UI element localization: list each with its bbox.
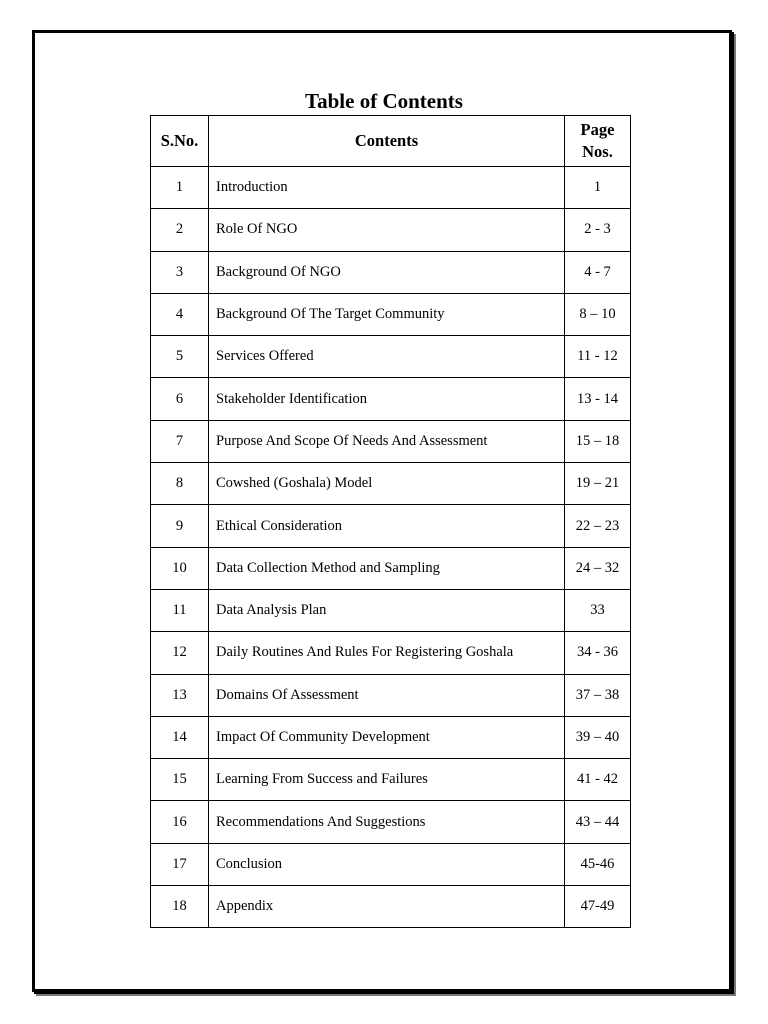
row-pages: 24 – 32 [565, 547, 631, 589]
row-title: Impact Of Community Development [209, 716, 565, 758]
toc-body [151, 167, 631, 928]
row-sno: 2 [151, 209, 209, 251]
row-pages: 19 – 21 [565, 463, 631, 505]
row-pages: 15 – 18 [565, 420, 631, 462]
header-sno: S.No. [151, 116, 209, 167]
row-title: Services Offered [209, 336, 565, 378]
row-pages: 11 - 12 [565, 336, 631, 378]
table-row [151, 167, 631, 209]
row-pages: 45-46 [565, 843, 631, 885]
row-sno: 15 [151, 759, 209, 801]
header-page-nos [565, 116, 631, 167]
row-title: Data Collection Method and Sampling [209, 547, 565, 589]
row-title: Purpose And Scope Of Needs And Assessment [209, 420, 565, 462]
row-pages: 8 – 10 [565, 293, 631, 335]
table-row [151, 378, 631, 420]
row-sno: 17 [151, 843, 209, 885]
row-title: Background Of The Target Community [209, 293, 565, 335]
row-sno: 13 [151, 674, 209, 716]
row-title: Stakeholder Identification [209, 378, 565, 420]
row-title: Learning From Success and Failures [209, 759, 565, 801]
row-title: Introduction [209, 167, 565, 209]
row-sno: 12 [151, 632, 209, 674]
row-title: Appendix [209, 886, 565, 928]
row-pages: 47-49 [565, 886, 631, 928]
row-pages: 22 – 23 [565, 505, 631, 547]
row-pages: 13 - 14 [565, 378, 631, 420]
table-row [151, 759, 631, 801]
row-sno: 3 [151, 251, 209, 293]
header-page-nos-label: Page Nos. [580, 120, 615, 161]
row-pages: 37 – 38 [565, 674, 631, 716]
row-pages: 43 – 44 [565, 801, 631, 843]
row-title: Cowshed (Goshala) Model [209, 463, 565, 505]
row-title: Background Of NGO [209, 251, 565, 293]
row-title: Role Of NGO [209, 209, 565, 251]
row-sno: 16 [151, 801, 209, 843]
table-row [151, 716, 631, 758]
row-sno: 8 [151, 463, 209, 505]
row-sno: 5 [151, 336, 209, 378]
table-row [151, 463, 631, 505]
table-row [151, 801, 631, 843]
row-sno: 6 [151, 378, 209, 420]
toc-table [150, 115, 631, 928]
table-row [151, 632, 631, 674]
row-sno: 7 [151, 420, 209, 462]
row-pages: 2 - 3 [565, 209, 631, 251]
row-sno: 14 [151, 716, 209, 758]
table-row [151, 505, 631, 547]
row-sno: 18 [151, 886, 209, 928]
table-row [151, 547, 631, 589]
table-header-row [151, 116, 631, 167]
row-pages: 41 - 42 [565, 759, 631, 801]
row-pages: 34 - 36 [565, 632, 631, 674]
row-sno: 4 [151, 293, 209, 335]
row-sno: 9 [151, 505, 209, 547]
table-row [151, 589, 631, 631]
row-title: Data Analysis Plan [209, 589, 565, 631]
table-row [151, 209, 631, 251]
row-pages: 1 [565, 167, 631, 209]
page-title: Table of Contents [305, 89, 463, 113]
table-row [151, 251, 631, 293]
table-row [151, 843, 631, 885]
row-pages: 4 - 7 [565, 251, 631, 293]
row-title: Ethical Consideration [209, 505, 565, 547]
header-contents: Contents [209, 116, 565, 167]
table-row [151, 336, 631, 378]
table-row [151, 420, 631, 462]
row-sno: 10 [151, 547, 209, 589]
table-row [151, 293, 631, 335]
row-title: Domains Of Assessment [209, 674, 565, 716]
row-sno: 1 [151, 167, 209, 209]
row-pages: 39 – 40 [565, 716, 631, 758]
table-row [151, 886, 631, 928]
row-sno: 11 [151, 589, 209, 631]
table-row [151, 674, 631, 716]
row-title: Recommendations And Suggestions [209, 801, 565, 843]
row-title: Conclusion [209, 843, 565, 885]
row-pages: 33 [565, 589, 631, 631]
row-title: Daily Routines And Rules For Registering Goshala [209, 632, 565, 674]
